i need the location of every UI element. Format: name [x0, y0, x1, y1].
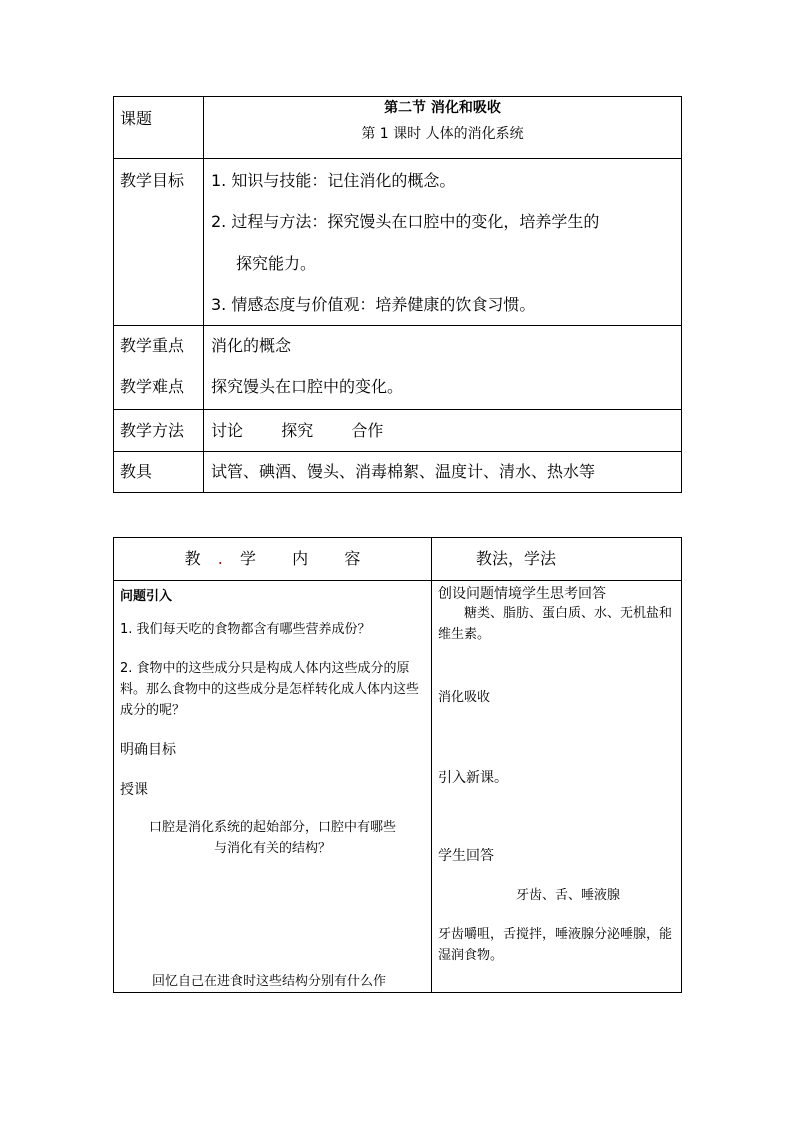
topic-label: 课题 — [120, 109, 153, 128]
difficulty-label: 教学难点 — [120, 377, 185, 396]
method-cell — [204, 410, 682, 452]
functions-text: 牙齿嚼咀，舌搅拌，唾液腺分泌唾腺，能湿润食物。 — [438, 927, 673, 963]
mouth-question-line: 口腔是消化系统的起始部分，口腔中有哪些 — [148, 820, 396, 835]
intro-heading: 问题引入 — [120, 589, 173, 604]
content-right-cell — [432, 581, 682, 993]
students-answer-text: 学生回答 — [438, 848, 494, 864]
tools-value: 试管、碘酒、馒头、消毒棉絮、温度计、清水、热水等 — [211, 462, 596, 481]
create-situation: 创设问题情境学生思考回答 — [438, 586, 606, 602]
lesson-content-table — [113, 537, 682, 993]
objectives-label: 教学目标 — [120, 171, 185, 190]
question-2: 2. 食物中的这些成分只是构成人体内这些成分的原料。那么食物中的这些成分是怎样转化成人体内这些成分的呢？ — [120, 661, 420, 718]
content-left-cell — [114, 581, 432, 993]
method-label-cell — [114, 410, 204, 452]
mouth-question-line: 与消化有关的结构？ — [213, 841, 331, 856]
header-dot: . — [217, 549, 223, 568]
tools-row — [114, 452, 682, 493]
lesson-title: 第 1 课时 人体的消化系统 — [361, 126, 524, 142]
topic-row — [114, 97, 682, 159]
objectives-label-cell — [114, 159, 204, 326]
method-item: 讨论 — [211, 421, 244, 440]
question-1: 1. 我们每天吃的食物都含有哪些营养成份？ — [120, 622, 371, 637]
key-difficulty-row — [114, 326, 682, 410]
key-label: 教学重点 — [120, 336, 185, 355]
key-value: 消化的概念 — [211, 336, 292, 355]
method-row — [114, 410, 682, 452]
tools-label-cell — [114, 452, 204, 493]
header-method: 教法，学法 — [476, 549, 557, 568]
lesson-info-table — [113, 96, 682, 493]
method-item: 合作 — [351, 421, 384, 440]
objective-line: 3. 情感态度与价值观：培养健康的饮食习惯。 — [211, 295, 536, 314]
content-body-row — [114, 581, 682, 993]
tools-label: 教具 — [120, 462, 153, 481]
section-title: 第二节 消化和吸收 — [384, 100, 501, 116]
header-char: 教 — [184, 549, 201, 568]
header-char: 内 — [292, 549, 309, 568]
difficulty-value: 探究馒头在口腔中的变化。 — [211, 377, 404, 396]
recall-text: 回忆自己在进食时这些结构分别有什么作 — [152, 974, 387, 989]
header-method-cell — [432, 538, 682, 581]
tools-cell — [204, 452, 682, 493]
objectives-row — [114, 159, 682, 326]
objective-line: 1. 知识与技能：记住消化的概念。 — [211, 171, 456, 190]
nutrients-answer: 糖类、脂肪、蛋白质、水、无机盐和维生素。 — [438, 606, 673, 642]
method-list — [204, 410, 681, 451]
objective-line: 探究能力。 — [236, 254, 317, 273]
digest-text: 消化吸收 — [438, 690, 491, 705]
content-header-row — [114, 538, 682, 581]
structures-text: 牙齿、舌、唾液腺 — [516, 888, 621, 903]
method-item: 探究 — [281, 421, 314, 440]
header-content-cell — [114, 538, 432, 581]
teach-text: 授课 — [120, 782, 148, 798]
topic-label-cell — [114, 97, 204, 159]
header-char: 容 — [344, 549, 361, 568]
objectives-cell — [204, 159, 682, 326]
new-lesson-text: 引入新课。 — [438, 770, 508, 786]
key-difficulty-label-cell — [114, 326, 204, 410]
goal-text: 明确目标 — [120, 742, 176, 758]
method-label: 教学方法 — [120, 421, 185, 440]
objective-line: 2. 过程与方法：探究馒头在口腔中的变化，培养学生的 — [211, 212, 600, 231]
key-difficulty-cell — [204, 326, 682, 410]
topic-value-cell — [204, 97, 682, 159]
header-char: 学 — [239, 549, 256, 568]
